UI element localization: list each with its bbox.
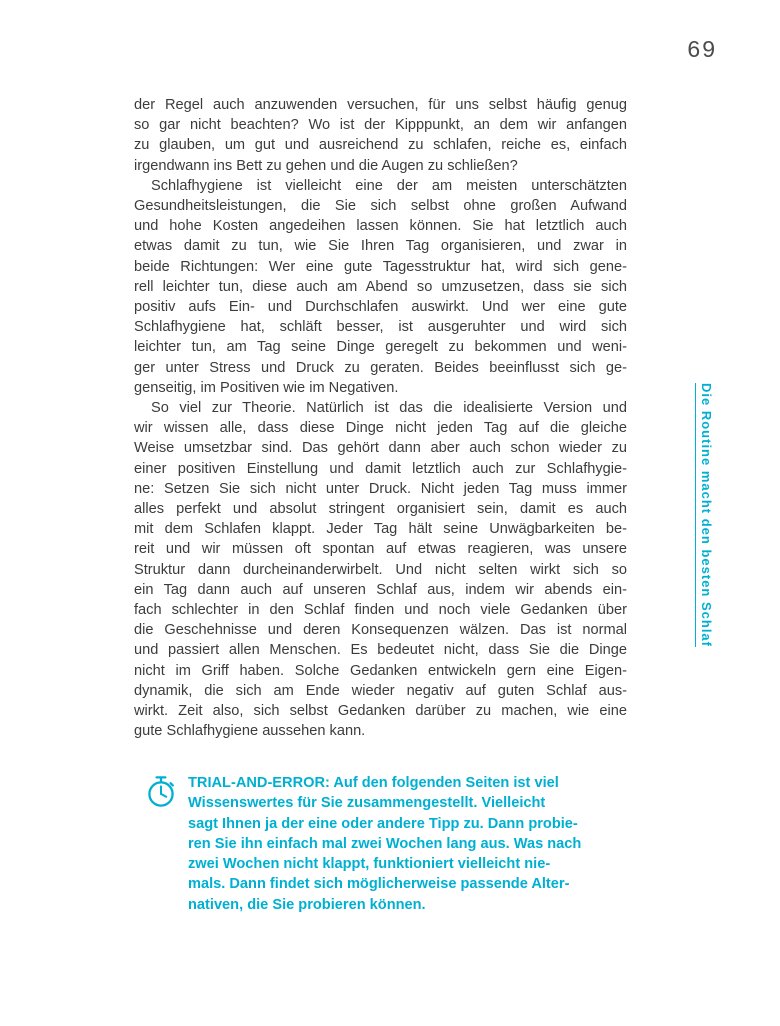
- text-line: nativen, die Sie probieren können.: [188, 896, 426, 913]
- text-line: ren Sie ihn einfach mal zwei Wochen lang aus. Was nach: [188, 835, 582, 852]
- text-line: Gesundheitsleistungen, die Sie sich selbst ohne großen Aufwand: [134, 198, 627, 215]
- text-line: mit dem Schlafen klappt. Jeder Tag hält seine Unwägbarkeiten be-: [134, 521, 627, 538]
- paragraph: [134, 95, 627, 176]
- margin-heading: Die Routine macht den besten Schlaf: [699, 383, 714, 647]
- text-line: nicht im Griff haben. Solche Gedanken entwickeln gern eine Eigen-: [134, 662, 627, 679]
- text-line: so gar nicht beachten? Wo ist der Kipppunkt, an dem wir anfangen: [134, 117, 627, 134]
- text-line: leichter tun, am Tag seine Dinge geregelt zu bekommen und weni-: [134, 339, 627, 356]
- text-line: gute Schlafhygiene aussehen kann.: [134, 723, 366, 740]
- text-line: die Geschehnisse und deren Konsequenzen wälzen. Das ist normal: [134, 622, 627, 639]
- text-line: der Regel auch anzuwenden versuchen, für uns selbst häufig genug: [134, 97, 627, 113]
- text-line: zwei Wochen nicht klappt, funktioniert vielleicht nie-: [188, 856, 551, 873]
- text-line: TRIAL-AND-ERROR: Auf den folgenden Seiten ist viel: [188, 775, 559, 791]
- text-line: genseitig, im Positiven wie im Negativen.: [134, 379, 399, 396]
- text-line: wir wissen alle, dass diese Dinge nicht jeden Tag auf die gleiche: [134, 420, 627, 437]
- text-line: mals. Dann findet sich möglicherweise passende Alter-: [188, 876, 570, 893]
- tip-box: [145, 773, 635, 915]
- text-line: sagt Ihnen ja der eine oder andere Tipp zu. Dann probie-: [188, 815, 578, 832]
- text-line: etwas damit zu tun, wie Sie Ihren Tag organisieren, und zwar in: [134, 238, 627, 255]
- text-line: und passiert allen Menschen. Es bedeutet nicht, dass Sie die Dinge: [134, 642, 627, 659]
- text-line: ger unter Stress und Druck zu geraten. Beides beeinflusst sich ge-: [134, 359, 627, 376]
- paragraph: [134, 176, 627, 398]
- text-line: wirkt. Zeit also, sich selbst Gedanken darüber zu machen, wie eine: [134, 703, 627, 720]
- body-text: [134, 95, 627, 742]
- text-line: beide Richtungen: Wer eine gute Tagesstruktur hat, wird sich gene-: [134, 258, 627, 275]
- text-line: Schlafhygiene ist vielleicht eine der am meisten unterschätzten: [151, 177, 627, 194]
- text-line: Weise umsetzbar sind. Das gehört dann aber auch schon wieder zu: [134, 440, 627, 457]
- text-line: Schlafhygiene hat, schläft besser, ist ausgeruhter und wird sich: [134, 319, 627, 336]
- text-line: ne: Setzen Sie sich nicht unter Druck. Nicht jeden Tag muss immer: [134, 480, 627, 497]
- text-line: zu glauben, um gut und ausreichend zu schlafen, reiche es, einfach: [134, 137, 627, 154]
- text-line: irgendwann ins Bett zu gehen und die Augen zu schließen?: [134, 157, 518, 174]
- text-line: positiv aufs Ein- und Durchschlafen auswirkt. Und wer eine gute: [134, 299, 627, 316]
- text-line: alles perfekt und absolut stringent organisiert sein, damit es auch: [134, 501, 627, 518]
- text-line: und hohe Kosten angedeihen lassen können. Sie hat letztlich auch: [134, 218, 627, 235]
- page-number: 69: [687, 36, 717, 62]
- tip-text: [188, 773, 635, 915]
- text-line: ein Tag dann auch auf unseren Schlaf aus, indem wir abends ein-: [134, 581, 627, 598]
- stopwatch-icon: [145, 775, 177, 814]
- text-line: So viel zur Theorie. Natürlich ist das die idealisierte Version und: [151, 400, 627, 417]
- text-line: einer positiven Einstellung und damit letztlich auch zur Schlafhygie-: [134, 460, 627, 477]
- text-line: Struktur dann durcheinanderwirbelt. Und nicht selten wirkt sich so: [134, 561, 627, 578]
- text-line: fach schlechter in den Schlaf finden und noch viele Gedanken über: [134, 602, 627, 619]
- text-line: dynamik, die sich am Ende wieder negativ auf guten Schlaf aus-: [134, 682, 627, 699]
- text-line: Wissenswertes für Sie zusammengestellt. Vielleicht: [188, 795, 546, 812]
- text-line: reit und wir müssen oft spontan auf etwas reagieren, was unsere: [134, 541, 627, 558]
- text-line: rell leichter tun, diese auch am Abend so umzusetzen, dass sie sich: [134, 278, 627, 295]
- paragraph: [134, 398, 627, 741]
